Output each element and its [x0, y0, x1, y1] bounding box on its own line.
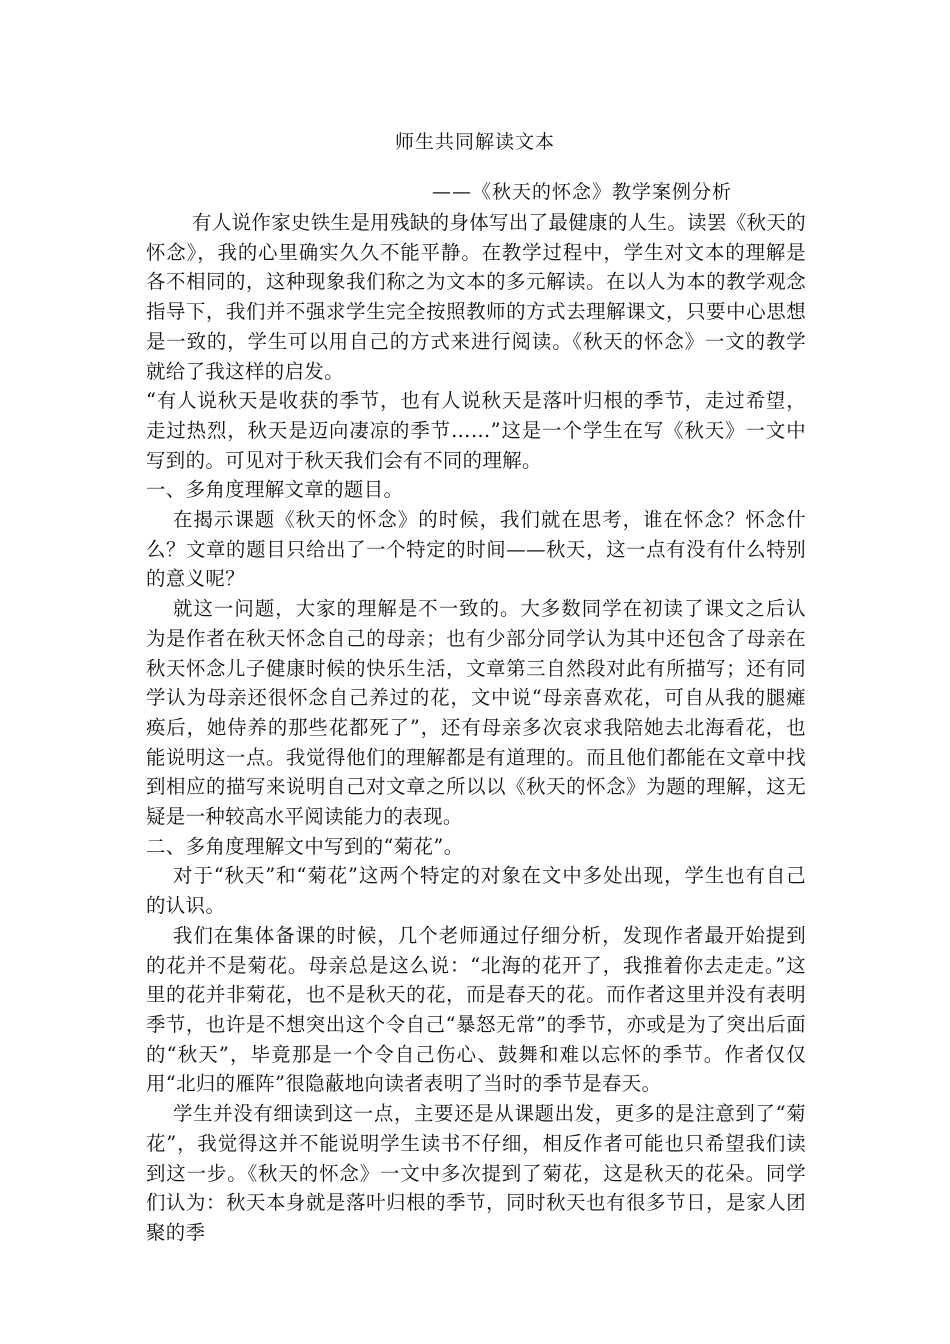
section-heading-two: 二、多角度理解文中写到的“菊花”。 — [146, 834, 464, 858]
paragraph-quote: “有人说秋天是收获的季节，也有人说秋天是落叶归根的季节，走过希望，走过热烈，秋天是迈向凄凉的季节……”这是一个学生在写《秋天》一文中写到的。可见对于秋天我们会有不同的理解。 — [146, 389, 806, 472]
paragraph: 我们在集体备课的时候，几个老师通过仔细分析，发现作者最开始提到的花并不是菊花。母亲总是这么说：“北海的花开了，我推着你去走走。”这里的花并非菊花，也不是秋天的花，而是春天的花。而作者这里并没有表明季节，也许是不想突出这个令自己“暴怒无常”的季节，亦或是为了突出后面的“秋天”，毕竟那是一个令自己伤心、鼓舞和难以忘怀的季节。作者仅仅用“北归的雁阵”很隐蔽地向读者表明了当时的季节是春天。 — [146, 923, 806, 1096]
document-body — [146, 208, 806, 1248]
paragraph: 对于“秋天”和“菊花”这两个特定的对象在文中多处出现，学生也有自己的认识。 — [146, 864, 806, 918]
paragraph: 就这一问题，大家的理解是不一致的。大多数同学在初读了课文之后认为是作者在秋天怀念自己的母亲；也有少部分同学认为其中还包含了母亲在秋天怀念儿子健康时候的快乐生活，文章第三自然段对此有所描写；还有同学认为母亲还很怀念自己养过的花，文中说“母亲喜欢花，可自从我的腿瘫痪后，她侍养的那些花都死了”，还有母亲多次哀求我陪她去北海看花，也能说明这一点。我觉得他们的理解都是有道理的。而且他们都能在文章中找到相应的描写来说明自己对文章之所以以《秋天的怀念》为题的理解，这无疑是一种较高水平阅读能力的表现。 — [146, 597, 806, 829]
section-heading-one: 一、多角度理解文章的题目。 — [146, 478, 404, 502]
paragraph-intro: 有人说作家史铁生是用残缺的身体写出了最健康的人生。读罢《秋天的怀念》，我的心里确实久久不能平静。在教学过程中，学生对文本的理解是各不相同的，这种现象我们称之为文本的多元解读。在以人为本的教学观念指导下，我们并不强求学生完全按照教师的方式去理解课文，只要中心思想是一致的，学生可以用自己的方式来进行阅读。《秋天的怀念》一文的教学就给了我这样的启发。 — [146, 211, 806, 383]
paragraph: 在揭示课题《秋天的怀念》的时候，我们就在思考，谁在怀念？怀念什么？文章的题目只给出了一个特定的时间——秋天，这一点有没有什么特别的意义呢？ — [146, 508, 806, 591]
paragraph: 学生并没有细读到这一点，主要还是从课题出发，更多的是注意到了“菊花”，我觉得这并不能说明学生读书不仔细，相反作者可能也只希望我们读到这一步。《秋天的怀念》一文中多次提到了菊花，这是秋天的花朵。同学们认为：秋天本身就是落叶归根的季节，同时秋天也有很多节日，是家人团聚的季 — [146, 1102, 806, 1244]
document-title: 师生共同解读文本 — [394, 131, 555, 153]
document-subtitle: ——《秋天的怀念》教学案例分析 — [432, 181, 733, 203]
